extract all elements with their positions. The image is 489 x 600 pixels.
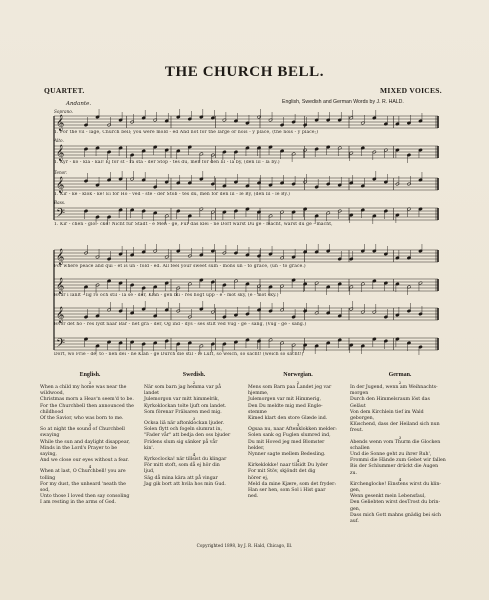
verse-line: For mit Stöv, skjöndt det dig [248, 469, 316, 475]
verse-line: Unto those I loved then say consoling [40, 494, 130, 500]
verse-line: childhood [40, 409, 64, 415]
verse-line: Kyrkoklockan tolte ljuft om landet. [144, 403, 227, 409]
treble-clef-icon: 𝄞 [56, 115, 65, 131]
lyric-line-english-2: For where peace and qui - et is un - fold - ed. All feel your sweet sum - mons un - to grace, (un - to grace.) [54, 264, 306, 269]
verse-line: stemme [248, 409, 267, 415]
verse-line: Wenn gesenkt mein Lebensfaul, [350, 494, 426, 500]
verse-line: Den Du meldte mig med Engle- [248, 403, 323, 409]
verse-line: Durch den Himmelsraum löst das [350, 397, 430, 403]
verses-swedish [144, 372, 244, 488]
copyright-notice: Copyrighted 1898, by J. R. Hald, Chicago, Ill. [196, 543, 293, 548]
verse-line: When at last, O Churchbell! you are [40, 469, 126, 475]
verse-line: Kimed klart den store Glæde ind. [248, 416, 328, 422]
verses-english [40, 372, 140, 507]
part-label-soprano: Soprano. [54, 109, 74, 114]
verse-line: Ogsaa nu, naar Aftenklokken melder: [248, 427, 337, 433]
verse-line: While the sun and daylight disappear, [40, 439, 130, 445]
verses-heading: Norwegian. [283, 372, 313, 378]
verse-line: When a child my home was near the [40, 385, 127, 390]
verse-line: Kyrkoclocka! när tillsist du klingar [144, 457, 227, 463]
verse-columns [40, 372, 450, 542]
verse-line: Kirchenglocke! Einstens wirst du klin- [350, 481, 442, 487]
music-system-1 [44, 108, 442, 233]
treble-clef-icon: 𝄞 [56, 145, 65, 161]
verse-line: In der Jugend, wenn am Weihnachts- [350, 385, 438, 390]
verse-line: Fridens slum sig sänker på vår [144, 439, 218, 445]
verse-line: landet [144, 391, 159, 397]
verse-line: freut. [350, 428, 364, 434]
verse-line: Dass mich Gott mahns gnädig bei sich [350, 512, 442, 518]
verse-line: Den Geliebten wirst desTrost du brin- [350, 500, 441, 506]
verse-number: 3 [192, 416, 196, 422]
verse-line: Minds in the Lord's Prayer to be [40, 445, 118, 451]
verse-line: zu. [350, 470, 357, 476]
verse-line: schallen [350, 445, 370, 451]
bass-clef-icon: 𝄢 [56, 207, 66, 223]
verse-line: För mitt stoft, som då ej hör din [144, 463, 220, 469]
lyric-line-norwegian: 1. Kir - ke - klok - ke! Ei for Ho - ved - ste - der Stöb - tes du, men for den lil - le By, (den lil - le By.) [54, 192, 290, 197]
verse-line: For my dust, the unheard 'neath the [40, 481, 126, 487]
verse-line: wildwood, [40, 391, 65, 397]
bass-clef-icon: 𝄢 [56, 337, 66, 353]
verse-line: Frommi die Hände zum Gebet wir fallen [350, 458, 446, 464]
verse-line: geborgen, [350, 416, 375, 422]
verse-number: 3 [398, 434, 402, 440]
verse-line: Bis der Schlummer drückt die Augen [350, 464, 439, 470]
verse-line: Som förenar Frälsaren med mig. [144, 409, 222, 415]
verse-line: Han ser hen, som Sol i Hist gaar [248, 488, 326, 494]
verse-line: kin'. [144, 445, 155, 451]
part-label-tenor: Tenor. [54, 170, 68, 175]
staff-notation-1 [44, 108, 442, 233]
verse-line: Abends wenn vom Thurm die Glocken [350, 439, 441, 445]
verse-line: sod, [40, 488, 50, 494]
lyric-line-swedish-2: Hvar i lanlt - lig ro och stil - la se - der, Klan - gen bli - res högt upp - e - mot sky, (e - mot sky.) [54, 293, 279, 298]
lyric-line-english: 1. For the vil - lage, Church bell; you were mold - ed And not for the large or nois - y place, (the nois - y place;) [54, 130, 319, 135]
verse-line: Mens som Barn paa Landet jeg var [248, 385, 332, 390]
verse-line: I am resting in the arms of God. [40, 500, 117, 506]
treble-clef-icon: 𝄞 [56, 278, 65, 294]
verse-line: Jag gik bort att hvila hos min Gud. [144, 481, 226, 487]
verse-number: 2 [192, 380, 196, 385]
verse-number: 3 [88, 422, 92, 428]
verses-german [350, 372, 450, 525]
verse-line: And we close our eyes without a fear. [40, 458, 129, 464]
verse-line: gen, [350, 506, 361, 512]
verses-heading: Swedish. [182, 372, 206, 378]
verse-number: 2 [88, 380, 92, 385]
verse-line: gen, [350, 488, 361, 494]
treble-clef-icon: 𝄞 [56, 307, 65, 323]
verse-number: 2 [398, 380, 402, 385]
verse-line: hjemme, [248, 391, 269, 397]
verse-line: So at night the sound of Churchbell [40, 427, 125, 433]
lyric-line-swedish: 1. Kyr - ko - kla - kal! Ej för st - ra stä - der Stöp - tes du, men för den lil - la by, (den lil - la by.) [54, 160, 280, 165]
verse-line: Of the Savior, who was born to me. [40, 416, 124, 422]
verse-line: hörer ej, [248, 475, 269, 481]
verse-line: Julemorgen var mit Himmerig, [248, 397, 321, 403]
staff-notation-2 [44, 244, 442, 362]
verse-number: 4 [88, 464, 92, 470]
verse-line: ljud, [144, 469, 155, 475]
verse-line: "Fader vår" att bedja den oss bjuder [144, 433, 231, 439]
verse-line: Von dem Kirchlein tief im Wald [350, 409, 424, 415]
verses-heading: English. [79, 372, 101, 378]
music-system-2 [44, 244, 442, 362]
verses-heading: German. [388, 372, 412, 378]
verse-line: Geläut [350, 403, 366, 409]
verse-number: 3 [296, 422, 300, 428]
verse-line: Säg då mina kära att på vingar [144, 475, 218, 481]
voices-label: MIXED VOICES. [380, 86, 442, 95]
verse-line: ned. [248, 494, 259, 500]
lyric-line-german: 1. Kir - chen - glo - cke! Nicht für Städt - e Men - ge, Für das klei - ne Dorf warst Du ge - macht, warst du ge - macht, [54, 222, 333, 227]
lyrics-credit: English, Swedish and German Words by J. R. HALD. [282, 99, 404, 105]
verse-line: morgen [350, 391, 369, 397]
treble-clef-icon: 𝄞 [56, 177, 65, 193]
arrangement-label: QUARTET. [44, 86, 85, 95]
verse-number: 2 [296, 380, 300, 385]
verse-line: När som barn jag hemma var på [144, 385, 222, 390]
verse-line: Meld da mine Kjære, som det fryder: [248, 481, 336, 487]
verse-line: Kirkeklokke! naar tilsidt Du lyder [248, 463, 328, 469]
treble-clef-icon: 𝄞 [56, 249, 65, 265]
verse-line: Klüschend, dass der Heiland sich nun [350, 422, 440, 428]
verse-line: Christmas morn a Heav'n seem'd to be. [40, 397, 134, 403]
verse-line: Und die Sonne geht zu ihrer Ruh', [350, 452, 432, 458]
lyric-line-german-2: Dort, wo Frie - de, tö - nen dei - ne Klän - ge Durch die stil - le Luft, so weich, so sacht! (weich so sacht!) [54, 352, 304, 357]
verse-line: Ocksa liâ när aftonklockan ljuder. [144, 421, 224, 427]
verse-line: auf. [350, 519, 359, 525]
verse-line: Nynner sagte mellem Bedesling. [248, 452, 326, 458]
tempo-marking: Andante. [66, 101, 92, 107]
verses-norwegian [248, 372, 348, 500]
verse-line: saying, [40, 452, 57, 458]
verse-number: 4 [192, 452, 196, 458]
part-label-bass: Bass. [54, 200, 66, 205]
verse-line: Julemorgon var mitt himmelrik, [144, 397, 220, 403]
verse-line: Solen sank og Fuglen slumred ind, [248, 433, 331, 439]
verse-line: Du mit Hoved jeg med Blomster [248, 439, 325, 445]
verse-number: 4 [398, 476, 402, 482]
verse-line: swaying [40, 433, 60, 439]
verse-line: For the Churchbell then announced the [40, 403, 134, 409]
lyric-line-norwegian-2: Hvor det hö - res lydt naar Bar - net gra - der, Og ind - dys - ses stilt ved Vug - ge - sang, (Vug - ge - sang.) [54, 322, 307, 327]
verse-line: Solen flytt och fogeln slumrat in, [144, 427, 222, 433]
verse-line: tolling [40, 475, 56, 481]
page-title: THE CHURCH BELL. [164, 64, 325, 80]
part-label-alto: Alto. [54, 138, 64, 143]
verse-number: 4 [296, 458, 300, 464]
verse-line: helder, [248, 445, 265, 451]
